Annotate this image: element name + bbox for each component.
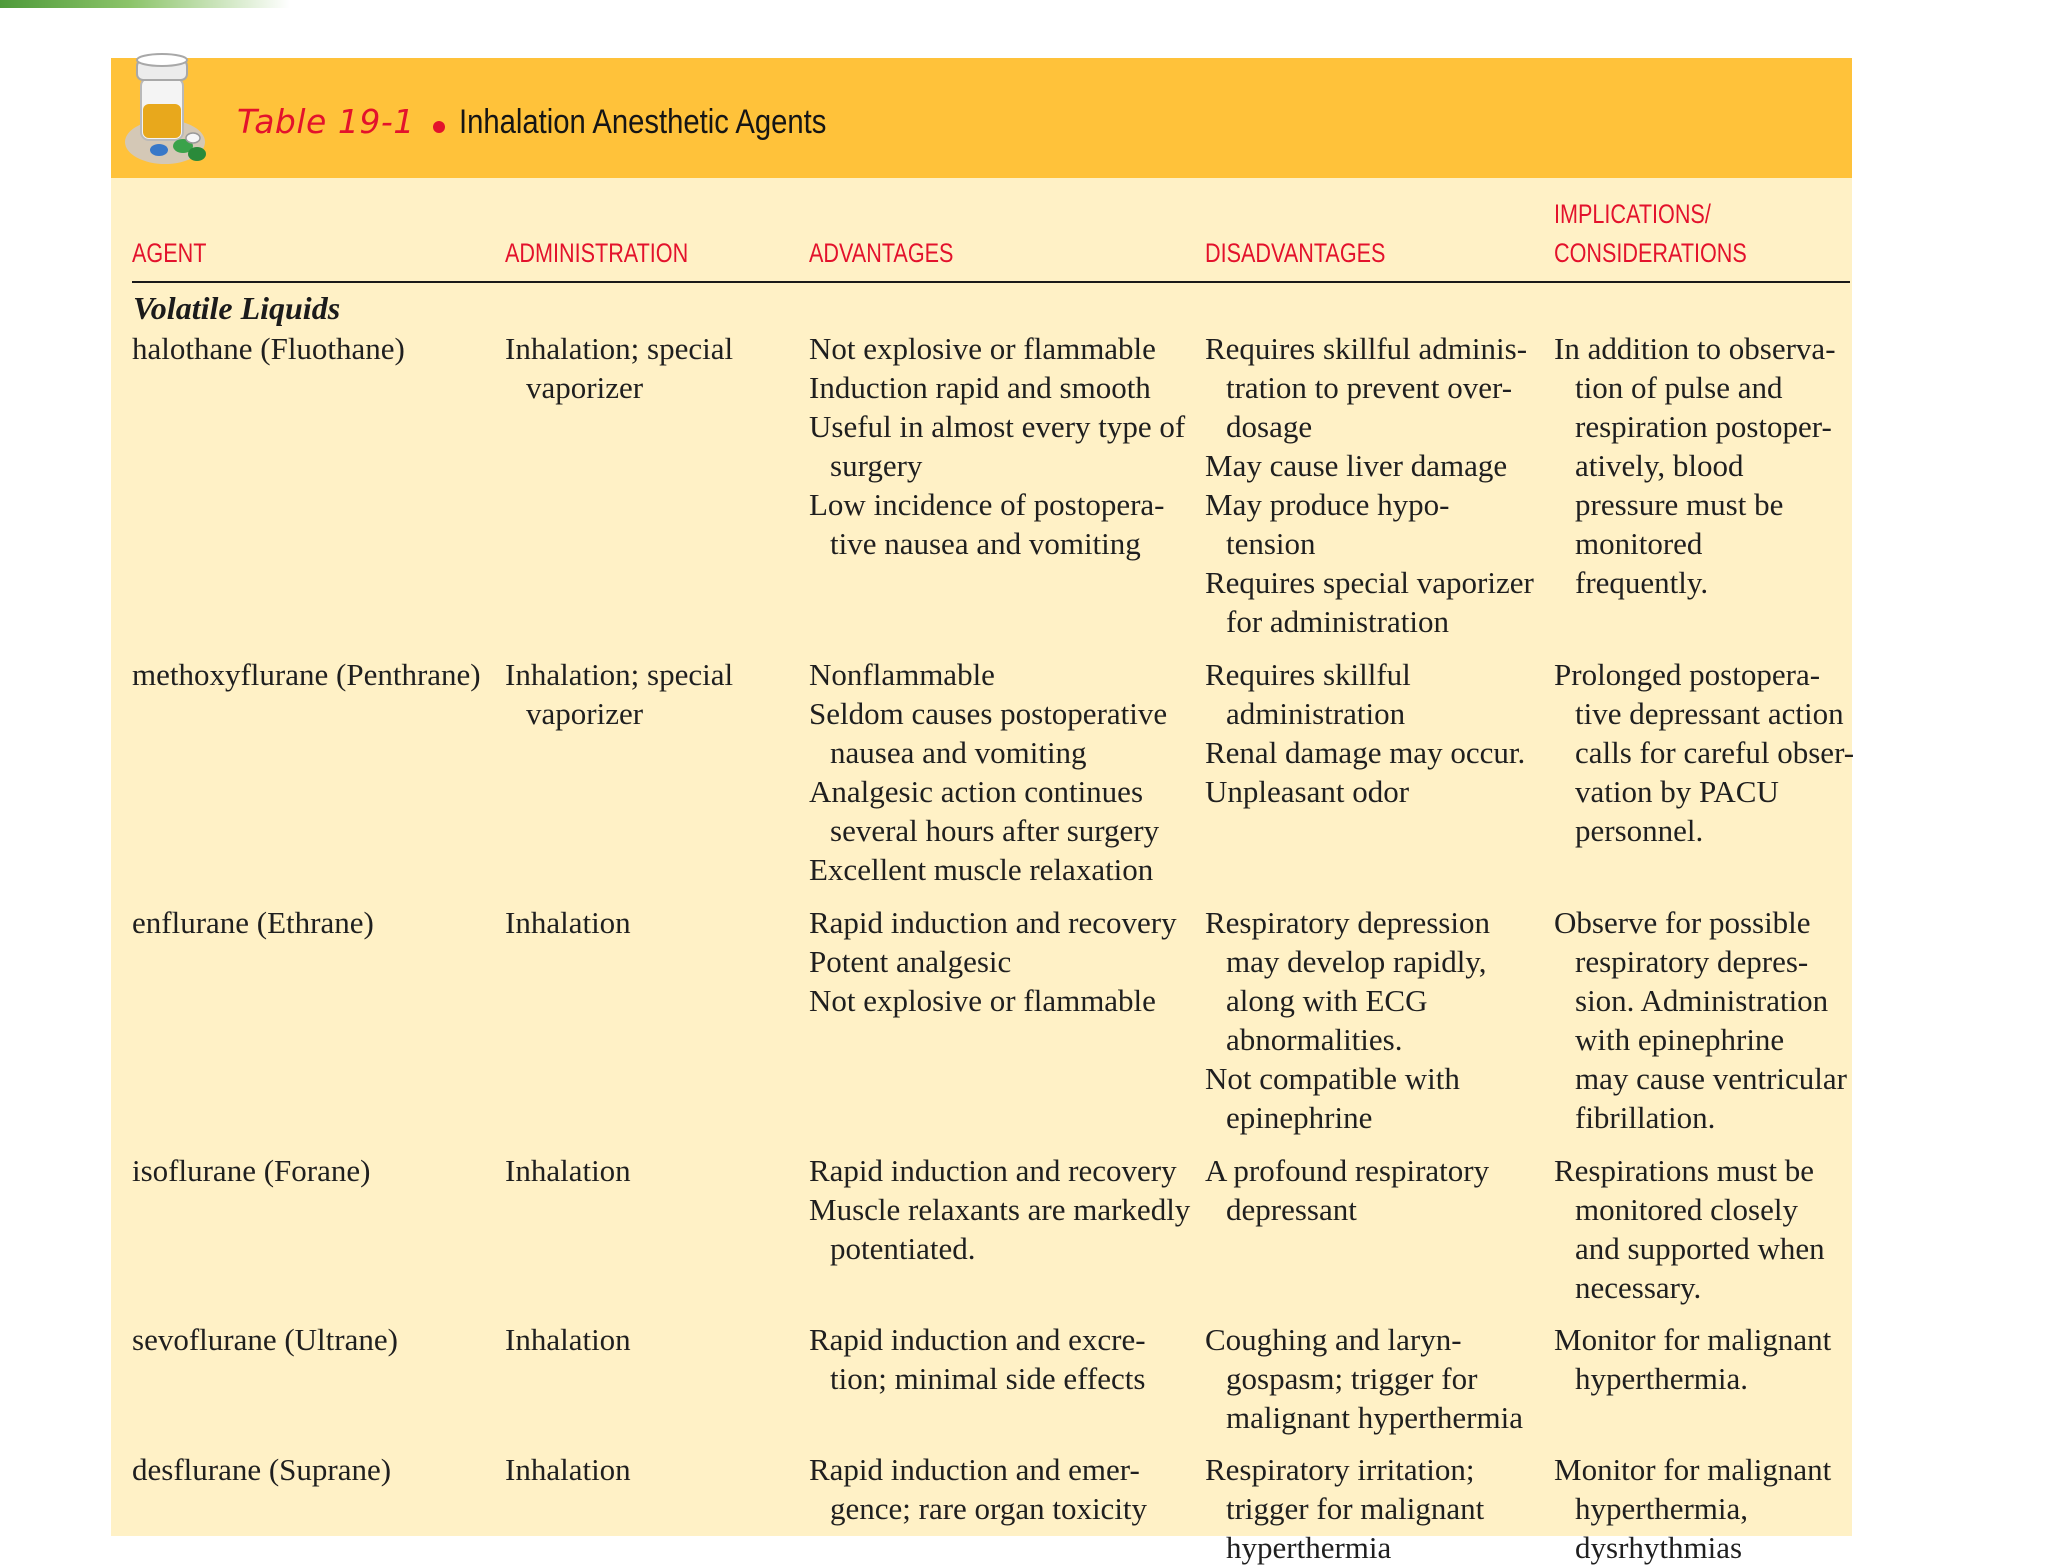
cell-line: Prolonged postopera-: [1554, 657, 1821, 692]
cell-line: tive nausea and vomiting: [830, 526, 1141, 561]
section-label: Volatile Liquids: [133, 290, 341, 326]
cell-line: Monitor for malignant: [1554, 1322, 1832, 1357]
cell-agent: sevoflurane (Ultrane): [132, 1322, 398, 1357]
medicine-bottle-icon: [119, 46, 219, 174]
cell-line: gence; rare organ toxicity: [830, 1491, 1148, 1526]
cell-line: Requires skillful: [1205, 657, 1411, 692]
cell-agent: isoflurane (Forane): [132, 1153, 371, 1188]
cell-disadvantages: [1205, 329, 1534, 641]
cell-line: tration to prevent over-: [1226, 370, 1513, 405]
cell-disadvantages: [1205, 1450, 1484, 1567]
cell-line: Analgesic action continues: [809, 774, 1144, 809]
cell-line: vation by PACU: [1575, 774, 1779, 809]
header-administration: ADMINISTRATION: [505, 238, 689, 268]
cell-line: frequently.: [1575, 565, 1709, 600]
cell-line: Inhalation: [505, 1322, 631, 1357]
cell-advantages: [809, 329, 1185, 563]
cell-line: respiratory depres-: [1575, 944, 1809, 979]
cell-line: Inhalation: [505, 905, 631, 940]
cell-line: Not explosive or flammable: [809, 983, 1156, 1018]
cell-line: hyperthermia,: [1575, 1491, 1749, 1526]
cell-administration: [505, 1450, 631, 1489]
cell-line: Unpleasant odor: [1205, 774, 1410, 809]
cell-implications: [1554, 329, 1836, 602]
cell-line: vaporizer: [526, 370, 644, 405]
cell-line: In addition to observa-: [1554, 331, 1836, 366]
cell-line: Inhalation: [505, 1153, 631, 1188]
cell-administration: [505, 329, 733, 407]
cell-line: Observe for possible: [1554, 905, 1811, 940]
table-title: [237, 94, 886, 150]
cell-line: pressure must be: [1575, 487, 1784, 522]
cell-line: depressant: [1226, 1192, 1357, 1227]
cell-line: malignant hyperthermia: [1226, 1400, 1523, 1435]
cell-advantages: [809, 903, 1177, 1020]
cell-line: monitored closely: [1575, 1192, 1798, 1227]
cell-line: Inhalation; special: [505, 331, 734, 366]
cell-line: Not compatible with: [1205, 1061, 1460, 1096]
cell-line: Nonflammable: [809, 657, 995, 692]
cell-line: Rapid induction and excre-: [809, 1322, 1146, 1357]
cell-advantages: [809, 655, 1167, 889]
cell-line: epinephrine: [1226, 1100, 1373, 1135]
cell-line: necessary.: [1575, 1270, 1702, 1305]
header-disadvantages: DISADVANTAGES: [1205, 238, 1386, 268]
cell-agent: halothane (Fluothane): [132, 331, 405, 366]
cell-advantages: [809, 1320, 1146, 1398]
cell-agent: methoxyflurane (Penthrane): [132, 657, 481, 692]
cell-line: sion. Administration: [1575, 983, 1829, 1018]
cell-line: Muscle relaxants are markedly: [809, 1192, 1191, 1227]
cell-administration: [505, 655, 733, 733]
cell-line: Coughing and laryn-: [1205, 1322, 1462, 1357]
cell-line: fibrillation.: [1575, 1100, 1716, 1135]
cell-line: several hours after surgery: [830, 813, 1160, 848]
cell-line: monitored: [1575, 526, 1703, 561]
cell-line: may develop rapidly,: [1226, 944, 1487, 979]
cell-line: abnormalities.: [1226, 1022, 1403, 1057]
cell-line: Monitor for malignant: [1554, 1452, 1832, 1487]
cell-line: Respiratory depression: [1205, 905, 1490, 940]
cell-line: Requires skillful adminis-: [1205, 331, 1528, 366]
cell-line: trigger for malignant: [1226, 1491, 1485, 1526]
cell-line: Renal damage may occur.: [1205, 735, 1526, 770]
cell-line: vaporizer: [526, 696, 644, 731]
cell-line: administration: [1226, 696, 1406, 731]
header-implications-line2: CONSIDERATIONS: [1554, 238, 1747, 268]
cell-line: tion of pulse and: [1575, 370, 1783, 405]
cell-implications: [1554, 903, 1847, 1137]
cell-line: hyperthermia: [1226, 1530, 1392, 1565]
cell-line: tion; minimal side effects: [830, 1361, 1146, 1396]
table-card: [111, 58, 1855, 1565]
cell-disadvantages: [1205, 1320, 1523, 1437]
cell-line: nausea and vomiting: [830, 735, 1087, 770]
cell-agent: enflurane (Ethrane): [132, 905, 374, 940]
slide-accent-bar: [0, 0, 290, 8]
cell-line: tive depressant action: [1575, 696, 1844, 731]
header-agent: AGENT: [132, 238, 207, 268]
cell-implications: [1554, 1151, 1825, 1307]
cell-administration: [505, 1151, 631, 1190]
cell-line: May cause liver damage: [1205, 448, 1508, 483]
cell-agent: desflurane (Suprane): [132, 1452, 392, 1487]
cell-line: tension: [1226, 526, 1316, 561]
cell-line: calls for careful obser-: [1575, 735, 1855, 770]
header-advantages: ADVANTAGES: [809, 238, 954, 268]
table-title-banner: [111, 58, 1852, 178]
cell-line: Not explosive or flammable: [809, 331, 1156, 366]
cell-line: Seldom causes postoperative: [809, 696, 1168, 731]
cell-line: may cause ventricular: [1575, 1061, 1847, 1096]
cell-line: Low incidence of postopera-: [809, 487, 1165, 522]
cell-line: Potent analgesic: [809, 944, 1012, 979]
header-implications: [1554, 195, 1747, 273]
cell-line: Induction rapid and smooth: [809, 370, 1151, 405]
cell-disadvantages: [1205, 903, 1490, 1137]
cell-line: A profound respiratory: [1205, 1153, 1490, 1188]
cell-line: Excellent muscle relaxation: [809, 852, 1154, 887]
cell-implications: [1554, 655, 1854, 850]
cell-line: gospasm; trigger for: [1226, 1361, 1478, 1396]
cell-line: Inhalation; special: [505, 657, 734, 692]
cell-line: Rapid induction and emer-: [809, 1452, 1140, 1487]
cell-line: May produce hypo-: [1205, 487, 1450, 522]
cell-line: personnel.: [1575, 813, 1704, 848]
cell-administration: [505, 903, 631, 942]
cell-line: atively, blood: [1575, 448, 1744, 483]
cell-line: surgery: [830, 448, 923, 483]
table-number: Table 19-1: [237, 102, 415, 141]
cell-line: Respirations must be: [1554, 1153, 1815, 1188]
cell-administration: [505, 1320, 631, 1359]
cell-line: potentiated.: [830, 1231, 976, 1266]
cell-disadvantages: [1205, 655, 1525, 811]
table-caption: Inhalation Anesthetic Agents: [458, 103, 827, 141]
header-rule: [132, 281, 1850, 283]
cell-line: respiration postoper-: [1575, 409, 1832, 444]
cell-implications: [1554, 1320, 1831, 1398]
cell-advantages: [809, 1151, 1190, 1268]
cell-implications: [1554, 1450, 1831, 1567]
cell-line: Useful in almost every type of: [809, 409, 1186, 444]
cell-line: dysrhythmias: [1575, 1530, 1743, 1565]
cell-line: along with ECG: [1226, 983, 1428, 1018]
cell-line: hyperthermia.: [1575, 1361, 1749, 1396]
header-implications-line1: IMPLICATIONS/: [1554, 199, 1711, 229]
cell-advantages: [809, 1450, 1147, 1528]
cell-line: Requires special vaporizer: [1205, 565, 1534, 600]
cell-line: and supported when: [1575, 1231, 1825, 1266]
cell-line: Rapid induction and recovery: [809, 1153, 1177, 1188]
cell-line: Inhalation: [505, 1452, 631, 1487]
cell-line: Rapid induction and recovery: [809, 905, 1177, 940]
cell-disadvantages: [1205, 1151, 1489, 1229]
cell-line: dosage: [1226, 409, 1313, 444]
title-bullet: [433, 121, 445, 133]
cell-line: for administration: [1226, 604, 1449, 639]
cell-line: with epinephrine: [1575, 1022, 1785, 1057]
cell-line: Respiratory irritation;: [1205, 1452, 1475, 1487]
